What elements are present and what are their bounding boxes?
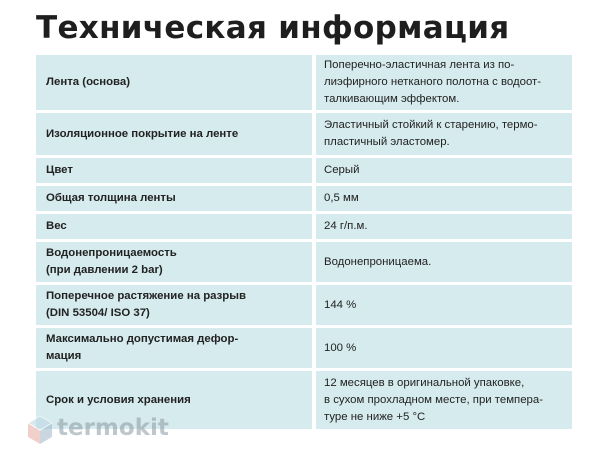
value-line: 0,5 мм — [324, 192, 359, 204]
value-line: Эластичный стойкий к старению, термо- — [324, 119, 538, 131]
param-cell: Поперечное растяжение на разрыв (DIN 53504/ ISO 37) — [36, 285, 316, 325]
param-cell: Максимально допустимая дефор- мация — [36, 328, 316, 368]
value-line: Серый — [324, 164, 360, 176]
param-cell: Вес — [36, 214, 316, 239]
param-cell: Лента (основа) — [36, 55, 316, 110]
value-line: 24 г/п.м. — [324, 220, 368, 232]
watermark-text: termokit — [57, 415, 169, 441]
watermark — [26, 414, 176, 450]
param-cell: Общая толщина ленты — [36, 186, 316, 211]
value-cell — [316, 285, 572, 325]
param-cell: Срок и условия хранения — [36, 371, 316, 429]
spec-table — [36, 52, 572, 432]
value-line: 100 % — [324, 341, 357, 354]
value-line: Водонепроницаема. — [324, 255, 432, 268]
value-line: 12 месяцев в оригинальной упаковке, — [324, 376, 525, 389]
table-row — [36, 242, 572, 282]
value-line: талкивающим эффектом. — [324, 93, 460, 105]
value-cell — [316, 328, 572, 368]
value-cell — [316, 371, 572, 429]
table-row — [36, 285, 572, 325]
table-row — [36, 186, 572, 211]
value-cell — [316, 158, 572, 183]
value-cell — [316, 186, 572, 211]
table-row — [36, 113, 572, 155]
value-cell — [316, 113, 572, 155]
table-row — [36, 55, 572, 110]
value-cell — [316, 242, 572, 282]
value-line: в сухом прохладном месте, при темпера- — [324, 393, 544, 406]
value-line: 144 % — [324, 298, 357, 311]
value-cell — [316, 214, 572, 239]
table-row — [36, 214, 572, 239]
value-line: Поперечно-эластичная лента из по- — [324, 59, 515, 71]
value-line: пластичный эластомер. — [324, 136, 450, 148]
param-cell: Водонепроницаемость (при давлении 2 bar) — [36, 242, 316, 282]
value-line: туре не ниже +5 °С — [324, 410, 426, 423]
value-line: лиэфирного нетканого полотна с водоот- — [324, 76, 542, 88]
param-cell: Цвет — [36, 158, 316, 183]
cube-logo-icon — [26, 414, 54, 446]
table-row — [36, 328, 572, 368]
page-title: Техническая информация — [36, 10, 510, 46]
table-row — [36, 158, 572, 183]
value-cell — [316, 55, 572, 110]
param-cell: Изоляционное покрытие на ленте — [36, 113, 316, 155]
